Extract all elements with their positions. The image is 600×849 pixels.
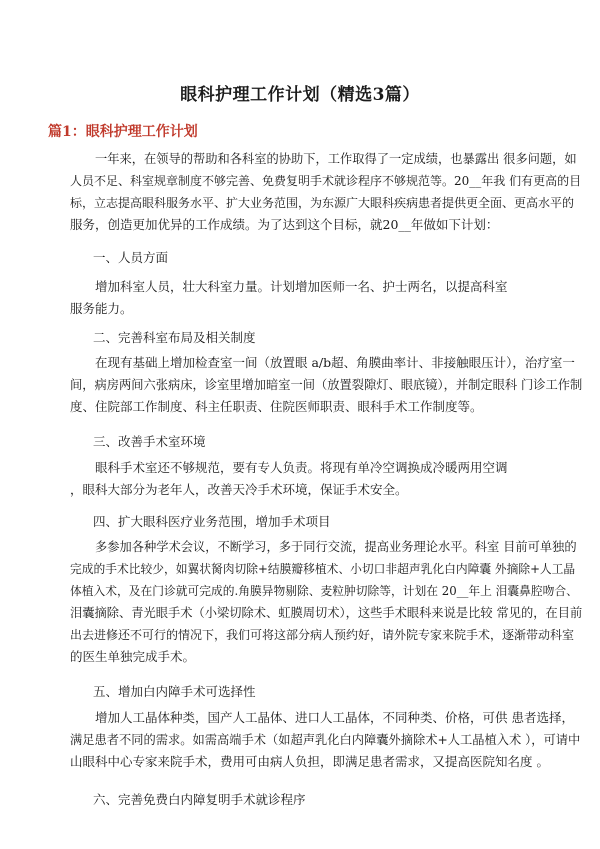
text-line: 度、住院部工作制度、科主任职责、住院医师职责、眼科手术工作制度等。 <box>70 399 483 414</box>
text-line: 出去进修还不可行的情况下，我们可将这部分病人预约好，请外院专家来院手术，逐渐带动科室 <box>70 628 575 642</box>
section-heading: 六、完善免费白内障复明手术就诊程序 <box>93 792 306 807</box>
text-line: 增加科室人员，壮大科室力量。计划增加医师一名、护士两名，以提高科室 <box>95 279 508 294</box>
paragraph-intro <box>70 148 580 236</box>
section-subtitle: 篇1：眼科护理工作计划 <box>48 124 198 140</box>
text-line: 标，立志提高眼科服务水平、扩大业务范围，为东源广大眼科疾病患者提供更全面、更高水平的 <box>70 196 575 210</box>
text-line: 服务能力。 <box>70 301 133 316</box>
text-line: 满足患者不同的需求。如需高端手术（如超声乳化白内障囊外摘除术+人工晶植入术 ），可请中 <box>70 733 581 747</box>
text-line: 人员不足、科室规章制度不够完善、免费复明手术就诊程序不够规范等。20__年我 们有更高的目 <box>70 174 582 188</box>
text-line: 泪囊摘除、青光眼手术（小梁切除术、虹膜周切术），这些手术眼科来说是比较 常见的，在目前 <box>70 606 583 620</box>
text-line: 间，病房两间六张病床，诊室里增加暗室一间（放置裂隙灯、眼底镜），并制定眼科 门诊工作制 <box>70 378 583 392</box>
paragraph-surgery-room <box>70 457 580 501</box>
document-title: 眼科护理工作计划（精选3篇） <box>180 85 420 105</box>
section-heading: 四、扩大眼科医疗业务范围，增加手术项目 <box>93 514 331 529</box>
text-line: 完成的手术比较少，如翼状胬肉切除+结膜瓣移植术、小切口非超声乳化白内障囊 外摘除+人工晶 <box>70 562 576 576</box>
text-line: 增加人工晶体种类，国产人工晶体、进口人工晶体，不同种类、价格，可供 患者选择， <box>95 710 574 725</box>
section-heading: 三、改善手术室环境 <box>93 434 206 449</box>
text-line: 在现有基础上增加检查室一间（放置眼 a/b超、角膜曲率计、非接触眼压计），治疗室一 <box>95 355 575 370</box>
paragraph-layout <box>70 352 583 418</box>
text-line: 多参加各种学术会议，不断学习，多于同行交流，提高业务理论水平。科室 目前可单独的 <box>95 540 577 554</box>
text-line: ，眼科大部分为老年人，改善天冷手术环境，保证手术安全。 <box>70 482 408 497</box>
text-line: 服务，创造更加优异的工作成绩。为了达到这个目标，就20__年做如下计划： <box>70 217 499 232</box>
paragraph-scope <box>70 536 583 668</box>
text-line: 眼科手术室还不够规范，要有专人负责。将现有单冷空调换成冷暖两用空调 <box>95 460 508 475</box>
section-heading: 五、增加白内障手术可选择性 <box>93 684 256 699</box>
paragraph-cataract <box>70 707 580 773</box>
section-heading: 二、完善科室布局及相关制度 <box>93 330 256 345</box>
text-line: 山眼科中心专家来院手术，费用可由病人负担，即满足患者需求，又提高医院知名度 。 <box>70 754 549 769</box>
text-line: 一年来，在领导的帮助和各科室的协助下，工作取得了一定成绩，也暴露出 很多问题，如 <box>95 152 577 166</box>
text-line: 的医生单独完成手术。 <box>70 649 196 664</box>
text-line: 体植入术，及在门诊就可完成的.角膜异物剔除、麦粒肿切除等，计划在 20__年上 泪囊鼻腔吻合、 <box>70 584 578 598</box>
paragraph-staffing <box>70 276 580 320</box>
section-heading: 一、人员方面 <box>93 250 169 265</box>
